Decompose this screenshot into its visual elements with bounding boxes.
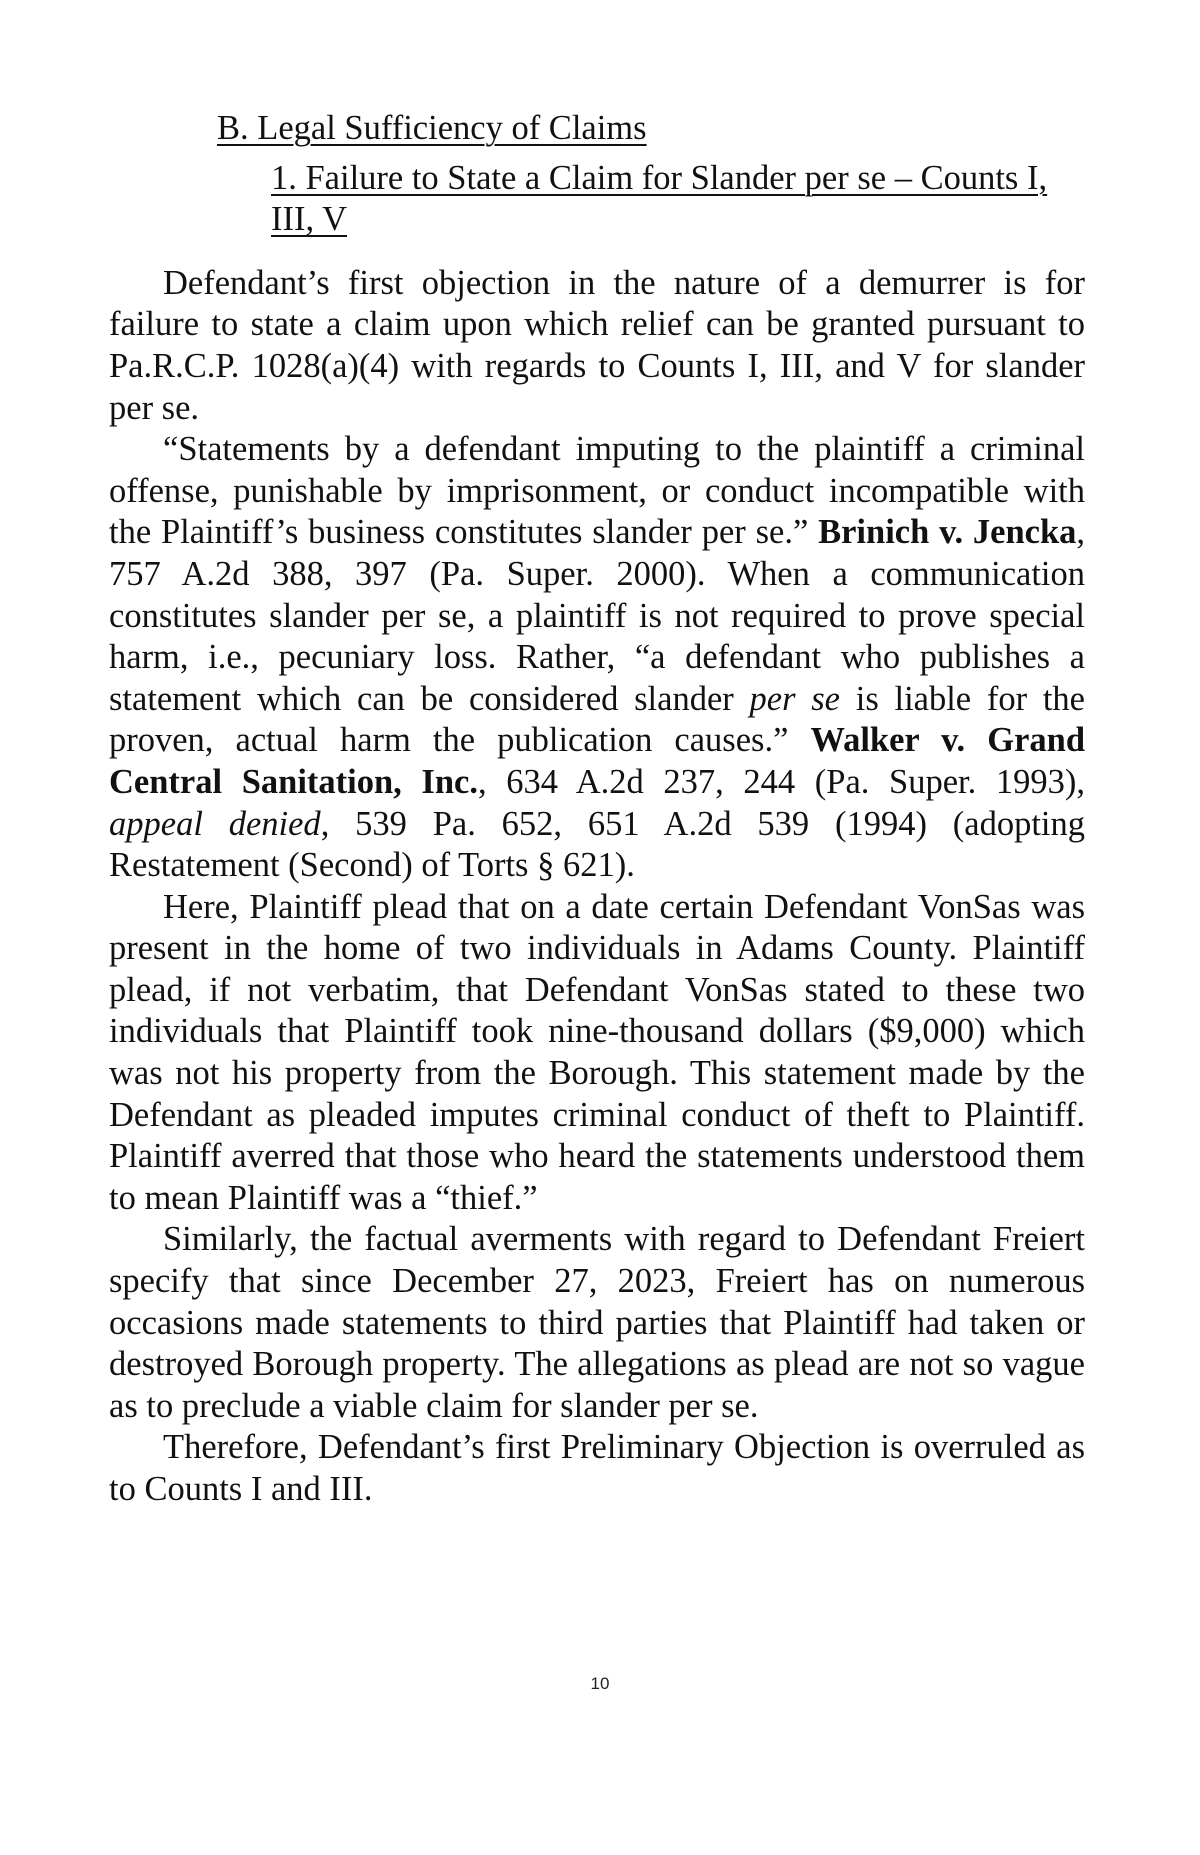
- subsection-heading: 1. Failure to State a Claim for Slander per se – Counts I, III, V: [271, 158, 1048, 239]
- paragraph-freiert: Similarly, the factual averments with regard to Defendant Freiert specify that since December 27, 2023, Freiert has on numerous occasions made statements to third parties that Plaintiff had taken or destroyed Borough property. The allegations as plead are not so vague as to preclude a viable claim for slander per se.: [109, 1220, 1085, 1425]
- text-run: , 539 Pa. 652, 651 A.2d 539 (1994) (adopting Restatement (Second) of Torts § 621).: [109, 804, 1085, 885]
- text-run: , 634 A.2d 237, 244 (Pa. Super. 1993),: [477, 762, 1086, 801]
- document-body: [109, 108, 1085, 1511]
- section-heading: B. Legal Sufficiency of Claims: [217, 109, 647, 147]
- page-number: 10: [590, 1674, 610, 1693]
- case-citation-walker: Walker v. Grand Central Sanitation, Inc.: [109, 721, 1086, 801]
- case-citation-brinich: Brinich v. Jencka: [818, 513, 1077, 552]
- paragraph-objection: Defendant’s first objection in the nature of a demurrer is for failure to state a claim upon which relief can be granted pursuant to Pa.R.C.P. 1028(a)(4) with regards to Counts I, III, and V for slander per se.: [109, 263, 1085, 427]
- paragraph-vonsas: Here, Plaintiff plead that on a date certain Defendant VonSas was present in the home of two individuals in Adams County. Plaintiff plead, if not verbatim, that Defendant VonSas stated to these two individuals that Plaintiff took nine-thousand dollars ($9,000) which was not his property from the Borough. This statement made by the Defendant as pleaded imputes criminal conduct of theft to Plaintiff. Plaintiff averred that those who heard the statements understood them to mean Plaintiff was a “thief.”: [109, 887, 1085, 1217]
- paragraph-slander-law: [109, 429, 1085, 887]
- text-run: “Statements by a defendant imputing to the plaintiff a criminal offense, punishable by imprisonment, or conduct incompatible with the Plaintiff’s business constitutes slander per se.”: [109, 430, 1085, 552]
- emphasis-per-se: per se: [749, 679, 840, 718]
- text-run: is liable for the proven, actual harm the publication causes.”: [109, 679, 1085, 760]
- emphasis-appeal-denied: appeal denied: [109, 804, 321, 843]
- text-run: , 757 A.2d 388, 397 (Pa. Super. 2000). When a communication constitutes slander per se, a plaintiff is not required to prove special harm, i.e., pecuniary loss. Rather, “a defendant who publishes a statement which can be considered slander: [109, 513, 1086, 718]
- paragraph-conclusion: Therefore, Defendant’s first Preliminary Objection is overruled as to Counts I and III.: [109, 1428, 1085, 1508]
